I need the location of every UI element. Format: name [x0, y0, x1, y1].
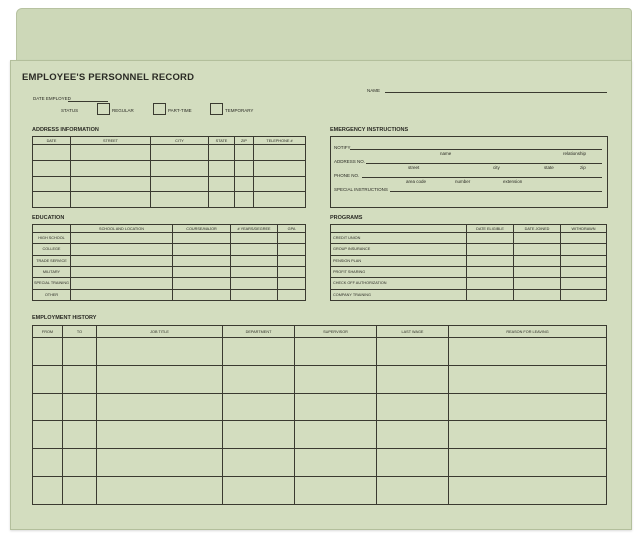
education-row-label: TRADE SERVICE — [33, 255, 71, 266]
address-table — [32, 136, 306, 208]
table-row[interactable] — [33, 449, 607, 477]
table-row[interactable] — [33, 160, 306, 176]
programs-row-label: CREDIT UNION — [331, 233, 467, 244]
table-row[interactable] — [33, 365, 607, 393]
notify-name-caption: name — [440, 151, 452, 156]
address-col-date: DATE — [33, 137, 71, 145]
table-row[interactable] — [33, 338, 607, 366]
programs-section-title: PROGRAMS — [330, 215, 363, 221]
emergency-zip-caption: zip — [580, 165, 586, 170]
table-row[interactable] — [331, 278, 607, 289]
emergency-state-caption: state — [544, 165, 554, 170]
table-row[interactable] — [33, 289, 306, 300]
special-instructions-label: SPECIAL INSTRUCTIONS — [334, 187, 388, 192]
education-col-school: SCHOOL AND LOCATION — [71, 225, 173, 233]
status-temporary-label: TEMPORARY — [225, 108, 254, 113]
table-row[interactable] — [33, 192, 306, 208]
notify-label: NOTIFY — [334, 145, 351, 150]
education-section-title: EDUCATION — [32, 215, 65, 221]
programs-row-label: COMPANY TRAINING — [331, 289, 467, 300]
table-row[interactable] — [33, 477, 607, 505]
special-instructions-line[interactable] — [390, 191, 602, 192]
programs-row-label: GROUP INSURANCE — [331, 244, 467, 255]
education-col-years: # YEARS/DEGREE — [231, 225, 278, 233]
phone-extension-caption: extension — [503, 179, 523, 184]
address-col-city: CITY — [151, 137, 209, 145]
employment-col-department: DEPARTMENT — [223, 326, 295, 338]
phone-no-line[interactable] — [362, 177, 602, 178]
status-label: STATUS — [61, 108, 79, 113]
name-line[interactable] — [385, 92, 607, 93]
emergency-street-caption: street — [408, 165, 420, 170]
employment-col-to: TO — [63, 326, 97, 338]
table-row[interactable] — [33, 278, 306, 289]
status-temporary-checkbox[interactable] — [210, 103, 223, 115]
programs-row-label: CHECK OFF AUTHORIZATION — [331, 278, 467, 289]
status-part-time-label: PART-TIME — [168, 108, 192, 113]
address-col-zip: ZIP — [235, 137, 254, 145]
table-row[interactable] — [331, 255, 607, 266]
status-part-time-checkbox[interactable] — [153, 103, 166, 115]
education-row-label: SPECIAL TRAINING — [33, 278, 71, 289]
employment-col-job-title: JOB TITLE — [97, 326, 223, 338]
employment-col-last-wage: LAST WAGE — [377, 326, 449, 338]
education-row-label: HIGH SCHOOL — [33, 233, 71, 244]
employment-col-from: FROM — [33, 326, 63, 338]
education-row-label: COLLEGE — [33, 244, 71, 255]
table-row[interactable] — [33, 421, 607, 449]
notify-line[interactable] — [350, 149, 602, 150]
name-label: NAME — [367, 88, 381, 93]
education-row-label: OTHER — [33, 289, 71, 300]
table-row[interactable] — [33, 145, 306, 161]
programs-col-withdrawn: WITHDRAWN — [561, 225, 607, 233]
table-row[interactable] — [33, 244, 306, 255]
emergency-box — [330, 136, 608, 208]
status-regular-checkbox[interactable] — [97, 103, 110, 115]
programs-header-row — [331, 225, 607, 233]
table-row[interactable] — [331, 244, 607, 255]
employment-col-supervisor: SUPERVISOR — [295, 326, 377, 338]
table-row[interactable] — [33, 233, 306, 244]
employment-col-reason: REASON FOR LEAVING — [449, 326, 607, 338]
address-col-telephone: TELEPHONE # — [254, 137, 306, 145]
phone-number-caption: number — [455, 179, 471, 184]
programs-col-date-joined: DATE JOINED — [514, 225, 561, 233]
date-employed-label: DATE EMPLOYED — [33, 96, 71, 101]
emergency-section-title: EMERGENCY INSTRUCTIONS — [330, 127, 409, 133]
address-col-street: STREET — [71, 137, 151, 145]
programs-table — [330, 224, 607, 301]
programs-col-date-eligible: DATE ELIGIBLE — [467, 225, 514, 233]
address-no-line[interactable] — [366, 163, 602, 164]
education-table — [32, 224, 306, 301]
table-row[interactable] — [33, 266, 306, 277]
emergency-city-caption: city — [493, 165, 500, 170]
date-employed-line[interactable] — [68, 101, 108, 102]
education-header-row — [33, 225, 306, 233]
education-row-label: MILITARY — [33, 266, 71, 277]
table-row[interactable] — [33, 255, 306, 266]
phone-no-label: PHONE NO. — [334, 173, 360, 178]
form-title: EMPLOYEE'S PERSONNEL RECORD — [22, 72, 195, 83]
employment-section-title: EMPLOYMENT HISTORY — [32, 315, 97, 321]
status-regular-label: REGULAR — [112, 108, 134, 113]
table-row[interactable] — [331, 233, 607, 244]
notify-relationship-caption: relationship — [563, 151, 587, 156]
programs-row-label: PROFIT SHARING — [331, 266, 467, 277]
address-section-title: ADDRESS INFORMATION — [32, 127, 99, 133]
programs-col-blank — [331, 225, 467, 233]
employment-table — [32, 325, 607, 505]
programs-row-label: PENSION PLAN — [331, 255, 467, 266]
table-row[interactable] — [331, 266, 607, 277]
phone-area-code-caption: area code — [406, 179, 427, 184]
address-header-row — [33, 137, 306, 145]
address-col-state: STATE — [209, 137, 235, 145]
table-row[interactable] — [33, 393, 607, 421]
education-col-gpa: GPA — [278, 225, 306, 233]
education-col-blank — [33, 225, 71, 233]
table-row[interactable] — [331, 289, 607, 300]
address-no-label: ADDRESS NO. — [334, 159, 366, 164]
table-row[interactable] — [33, 176, 306, 192]
employment-header-row — [33, 326, 607, 338]
education-col-course: COURSE/MAJOR — [173, 225, 231, 233]
